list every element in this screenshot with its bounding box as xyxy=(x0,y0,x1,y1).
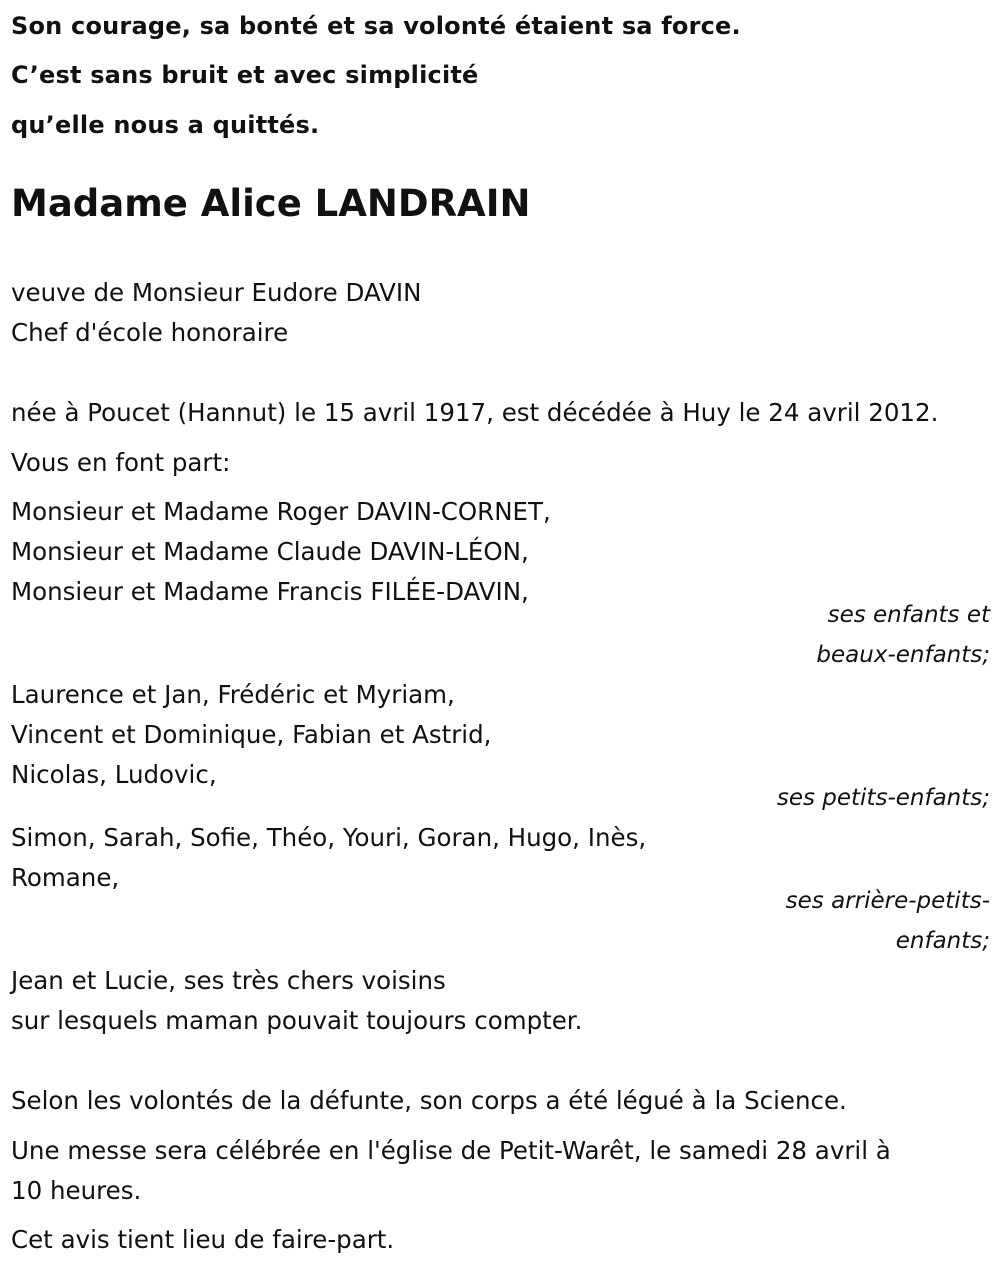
children-line-1: Monsieur et Madame Roger DAVIN-CORNET, xyxy=(11,497,551,526)
mass-line-2: 10 heures. xyxy=(11,1176,142,1205)
great-grandchildren-role-line-2: enfants; xyxy=(895,928,990,954)
children-line-2: Monsieur et Madame Claude DAVIN-LÉON, xyxy=(11,537,529,566)
grandchildren-line-1: Laurence et Jan, Frédéric et Myriam, xyxy=(11,680,455,709)
grandchildren-role: ses petits-enfants; xyxy=(776,785,990,811)
neighbors-line-2: sur lesquels maman pouvait toujours compter. xyxy=(11,1006,583,1035)
mass-line-1: Une messe sera célébrée en l'église de Petit-Warêt, le samedi 28 avril à xyxy=(11,1136,891,1165)
great-grandchildren-role-line-1: ses arrière-petits- xyxy=(785,888,990,914)
children-line-3: Monsieur et Madame Francis FILÉE-DAVIN, xyxy=(11,577,529,606)
intro-line-3: qu’elle nous a quittés. xyxy=(11,111,320,139)
intro-line-2: C’est sans bruit et avec simplicité xyxy=(11,61,479,89)
science-line: Selon les volontés de la défunte, son corps a été légué à la Science. xyxy=(11,1086,847,1115)
intro-line-1: Son courage, sa bonté et sa volonté étaient sa force. xyxy=(11,12,741,40)
announcement-line: Vous en font part: xyxy=(11,448,231,477)
great-grandchildren-line-1: Simon, Sarah, Sofie, Théo, Youri, Goran, Hugo, Inès, xyxy=(11,823,647,852)
spouse-line-2: Chef d'école honoraire xyxy=(11,318,289,347)
great-grandchildren-line-2: Romane, xyxy=(11,863,120,892)
spouse-line-1: veuve de Monsieur Eudore DAVIN xyxy=(11,278,422,307)
children-role-line-2: beaux-enfants; xyxy=(816,642,990,668)
birth-death-line: née à Poucet (Hannut) le 15 avril 1917, est décédée à Huy le 24 avril 2012. xyxy=(11,398,939,427)
deceased-name: Madame Alice LANDRAIN xyxy=(11,182,531,225)
closing-line: Cet avis tient lieu de faire-part. xyxy=(11,1225,395,1254)
children-role-line-1: ses enfants et xyxy=(827,602,990,628)
neighbors-line-1: Jean et Lucie, ses très chers voisins xyxy=(11,966,446,995)
grandchildren-line-2: Vincent et Dominique, Fabian et Astrid, xyxy=(11,720,492,749)
grandchildren-line-3: Nicolas, Ludovic, xyxy=(11,760,217,789)
